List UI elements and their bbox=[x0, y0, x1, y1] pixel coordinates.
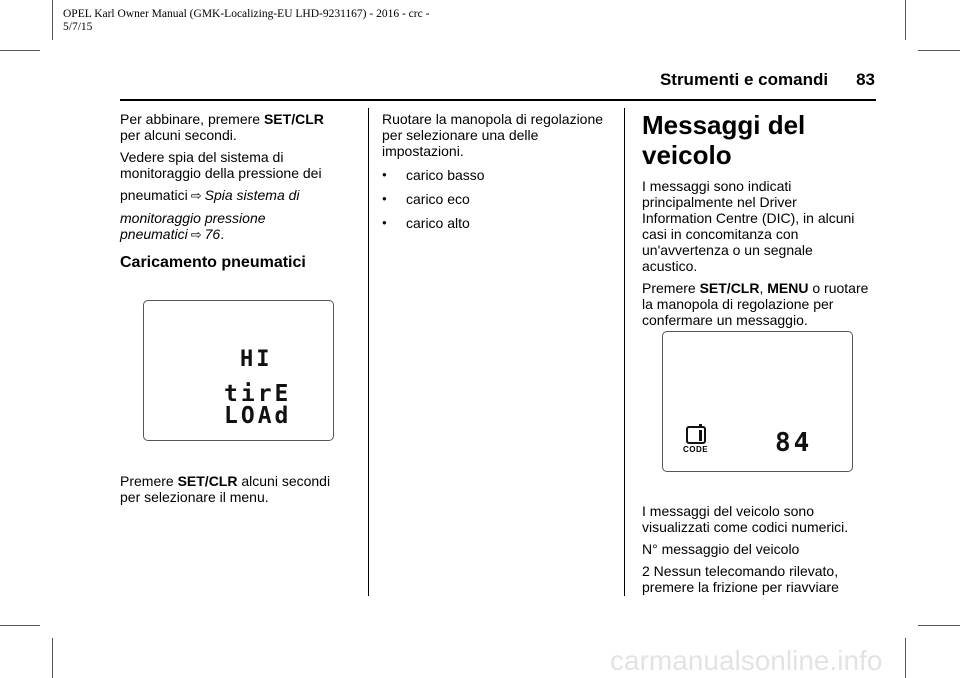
column-left bbox=[120, 111, 360, 273]
tire-load-display-image bbox=[143, 300, 334, 441]
text: , bbox=[759, 280, 768, 296]
cross-reference-link[interactable]: monitoraggio pressione bbox=[120, 210, 266, 226]
crop-mark bbox=[905, 0, 906, 40]
list-item bbox=[382, 191, 618, 207]
text: . bbox=[220, 226, 225, 242]
column-divider bbox=[624, 108, 625, 596]
text: per selezionare una delle bbox=[382, 127, 539, 143]
info-code-icon bbox=[683, 426, 708, 454]
section-title: Messaggi del veicolo bbox=[642, 110, 806, 170]
list-item bbox=[382, 215, 618, 231]
column-left-bottom bbox=[120, 473, 360, 511]
text: I messaggi del veicolo sono bbox=[642, 503, 814, 519]
document-header-line2: 5/7/15 bbox=[63, 21, 93, 33]
text: la manopola di regolazione per bbox=[642, 296, 834, 312]
cross-reference-link[interactable]: pneumatici bbox=[120, 226, 188, 242]
text: alcuni secondi bbox=[237, 473, 331, 489]
code-label: CODE bbox=[683, 445, 709, 454]
list-item-text: carico alto bbox=[406, 215, 470, 231]
paragraph-select-menu bbox=[120, 473, 360, 505]
subheading-tire-load: Caricamento pneumatici bbox=[120, 254, 306, 271]
column-middle bbox=[382, 111, 618, 237]
paragraph-numeric-codes bbox=[642, 503, 878, 535]
watermark-text: carmanualsonline.info bbox=[610, 645, 883, 676]
text: Premere bbox=[642, 280, 700, 296]
header-rule bbox=[120, 99, 876, 101]
crop-mark bbox=[918, 625, 960, 626]
column-right-bottom bbox=[642, 503, 878, 601]
button-ref-set-clr: SET/CLR bbox=[263, 111, 324, 127]
column-right bbox=[642, 110, 878, 334]
paragraph-message-number: N° messaggio del veicolo bbox=[642, 541, 800, 557]
column-divider bbox=[368, 108, 369, 596]
bullet-icon: ● bbox=[382, 170, 387, 179]
text: monitoraggio della pressione dei bbox=[120, 165, 322, 181]
page-ref-arrow-icon: ⇨ bbox=[190, 188, 202, 203]
document-header bbox=[63, 8, 503, 34]
paragraph-rotate-knob bbox=[382, 111, 618, 159]
message-code-display-image bbox=[662, 331, 853, 472]
page-header bbox=[640, 70, 875, 90]
list-item-text: carico basso bbox=[406, 167, 485, 183]
display-text-hi: HI bbox=[240, 347, 273, 372]
text: o ruotare bbox=[808, 280, 869, 296]
text: acustico. bbox=[642, 258, 698, 274]
text: casi in concomitanza con bbox=[642, 226, 799, 242]
text: premere la frizione per riavviare bbox=[642, 579, 839, 595]
text: Ruotare la manopola di regolazione bbox=[382, 111, 604, 127]
button-ref-menu: MENU bbox=[767, 280, 809, 296]
cross-reference-link[interactable]: Spia sistema di bbox=[204, 187, 300, 203]
button-ref-set-clr: SET/CLR bbox=[699, 280, 760, 296]
text: principalmente nel Driver bbox=[642, 194, 797, 210]
crop-mark bbox=[0, 50, 40, 51]
crop-mark bbox=[52, 0, 53, 40]
display-text-load: LOAd bbox=[224, 403, 292, 429]
crop-mark bbox=[905, 638, 906, 678]
list-item-text: carico eco bbox=[406, 191, 470, 207]
display-message-code: 84 bbox=[775, 428, 813, 458]
text: Premere bbox=[120, 473, 178, 489]
text: I messaggi sono indicati bbox=[642, 178, 792, 194]
crop-mark bbox=[0, 625, 40, 626]
document-header-line1: OPEL Karl Owner Manual (GMK-Localizing-EU LHD-9231167) - 2016 - crc - bbox=[63, 8, 430, 20]
text: visualizzati come codici numerici. bbox=[642, 519, 849, 535]
bullet-icon: ● bbox=[382, 194, 387, 203]
text: Information Centre (DIC), in alcuni bbox=[642, 210, 855, 226]
section-name: Strumenti e comandi bbox=[659, 70, 829, 89]
text: Vedere spia del sistema di bbox=[120, 149, 284, 165]
text: confermare un messaggio. bbox=[642, 312, 808, 328]
paragraph-confirm-message bbox=[642, 280, 878, 328]
button-ref-set-clr: SET/CLR bbox=[177, 473, 238, 489]
paragraph-pairing bbox=[120, 111, 360, 143]
text: pneumatici bbox=[120, 187, 188, 203]
text: impostazioni. bbox=[382, 143, 464, 159]
paragraph-see-also bbox=[120, 149, 360, 243]
info-book-icon bbox=[686, 426, 706, 444]
crop-mark bbox=[918, 50, 960, 51]
list-item bbox=[382, 167, 618, 183]
text: un'avvertenza o un segnale bbox=[642, 242, 813, 258]
text: Per abbinare, premere bbox=[120, 111, 264, 127]
display-text-tire: tirE bbox=[224, 381, 292, 407]
page-ref-arrow-icon: ⇨ bbox=[190, 227, 202, 242]
crop-mark bbox=[52, 638, 53, 678]
page-reference[interactable]: 76 bbox=[204, 226, 221, 242]
paragraph-message-2 bbox=[642, 563, 878, 595]
text: per alcuni secondi. bbox=[120, 127, 237, 143]
paragraph-messages-intro bbox=[642, 178, 878, 274]
text: per selezionare il menu. bbox=[120, 489, 269, 505]
bullet-icon: ● bbox=[382, 218, 387, 227]
text: 2 Nessun telecomando rilevato, bbox=[642, 563, 839, 579]
page-number: 83 bbox=[856, 70, 875, 89]
